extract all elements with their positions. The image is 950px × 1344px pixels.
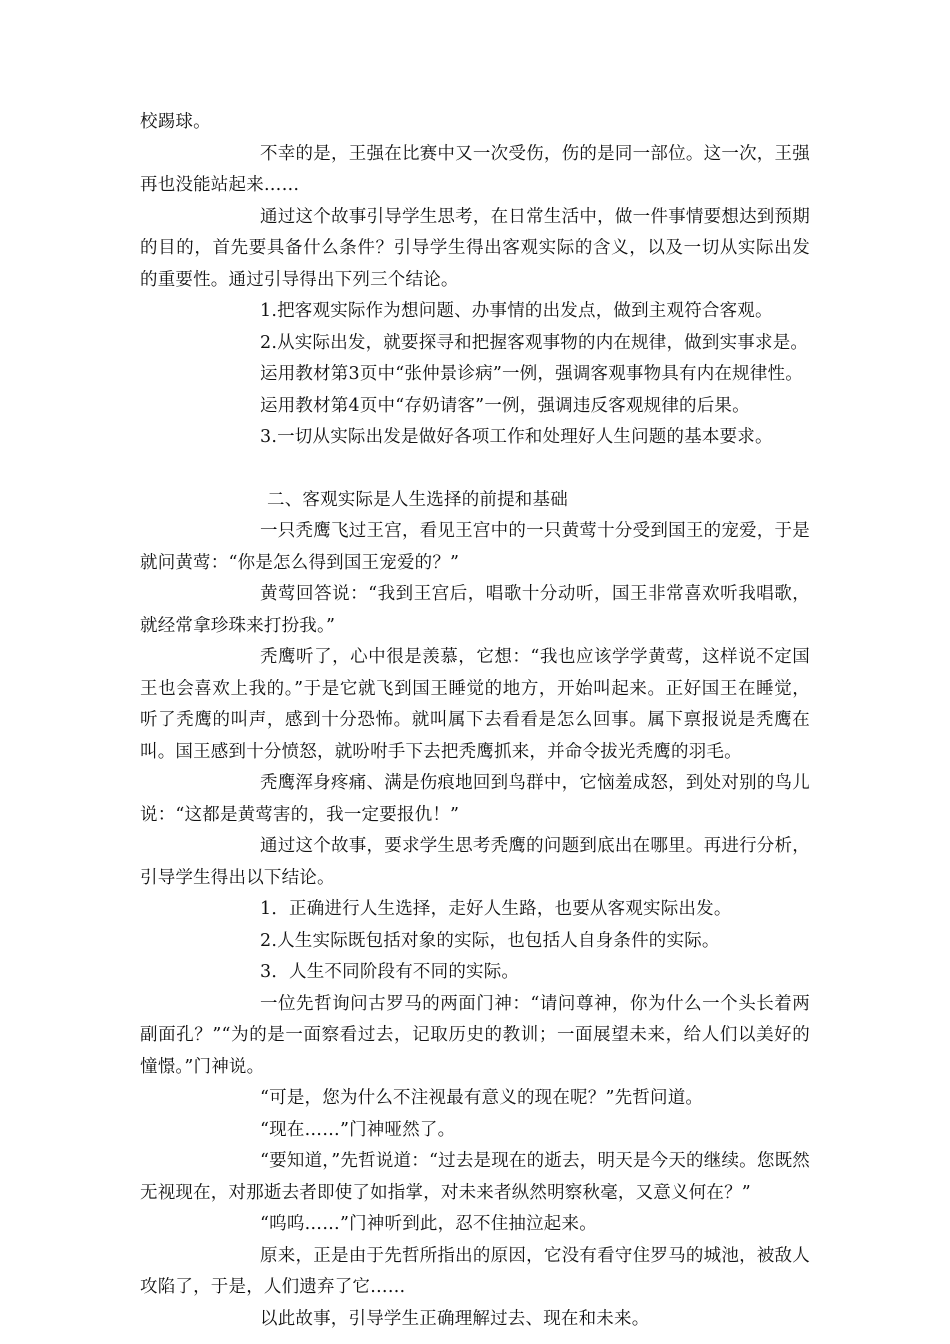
paragraph: 运用教材第4页中“存奶请客”一例，强调违反客观规律的后果。	[260, 395, 750, 416]
paragraph: 秃鹰浑身疼痛、满是伤痕地回到鸟群中，它恼羞成怒，到处对别的鸟儿说：“这都是黄莺害的，我一定要报仇！”	[140, 773, 810, 825]
paragraph: “现在……”门神哑然了。	[260, 1119, 456, 1140]
paragraph: 原来，正是由于先哲所指出的原因，它没有看守住罗马的城池，被敌人攻陷了，于是，人们遗弃了它……	[140, 1245, 810, 1297]
paragraph: 通过这个故事引导学生思考，在日常生活中，做一件事情要想达到预期的目的，首先要具备什么条件？引导学生得出客观实际的含义，以及一切从实际出发的重要性。通过引导得出下列三个结论。	[140, 206, 810, 290]
conclusion-item-2: 2.人生实际既包括对象的实际，也包括人自身条件的实际。	[260, 930, 720, 951]
paragraph: 秃鹰听了，心中很是羡慕，它想：“我也应该学学黄莺，这样说不定国王也会喜欢上我的。”于是它就飞到国王睡觉的地方，开始叫起来。正好国王在睡觉，听了秃鹰的叫声，感到十分恐怖。就叫属下去看看是怎么回事。属下禀报说是秃鹰在叫。国王感到十分愤怒，就吩咐手下去把秃鹰抓来，并命令拔光秃鹰的羽毛。	[140, 647, 810, 762]
conclusion-item-3: 3.一切从实际出发是做好各项工作和处理好人生问题的基本要求。	[260, 427, 773, 447]
paragraph: 一位先哲询问古罗马的两面门神：“请问尊神，你为什么一个头长着两副面孔？”“为的是一面察看过去，记取历史的教训；一面展望未来，给人们以美好的憧憬。”门神说。	[140, 993, 810, 1077]
paragraph: “要知道，”先哲说道：“过去是现在的逝去，明天是今天的继续。您既然无视现在，对那逝去者即使了如指掌，对未来者纵然明察秋毫，又意义何在？”	[140, 1151, 810, 1203]
conclusion-item-1: 1．正确进行人生选择，走好人生路，也要从客观实际出发。	[260, 899, 732, 919]
conclusion-item-2: 2.从实际出发，就要探寻和把握客观事物的内在规律，做到实事求是。	[260, 332, 809, 353]
paragraph: “呜呜……”门神听到此，忍不住抽泣起来。	[260, 1214, 597, 1234]
paragraph: 黄莺回答说：“我到王宫后，唱歌十分动听，国王非常喜欢听我唱歌，就经常拿珍珠来打扮我。”	[140, 584, 810, 636]
paragraph: 通过这个故事，要求学生思考秃鹰的问题到底出在哪里。再进行分析，引导学生得出以下结论。	[140, 836, 810, 888]
paragraph: 不幸的是，王强在比赛中又一次受伤，伤的是同一部位。这一次，王强再也没能站起来……	[140, 143, 810, 195]
paragraph: 校踢球。	[140, 112, 211, 132]
paragraph: “可是，您为什么不注视最有意义的现在呢？”先哲问道。	[260, 1088, 704, 1108]
document-body	[140, 107, 810, 1335]
section-spacer	[140, 454, 810, 485]
conclusion-item-3: 3．人生不同阶段有不同的实际。	[260, 962, 520, 982]
conclusion-item-1: 1.把客观实际作为想问题、办事情的出发点，做到主观符合客观。	[260, 301, 773, 321]
section-heading: 二、客观实际是人生选择的前提和基础	[267, 489, 568, 510]
paragraph: 运用教材第3页中“张仲景诊病”一例，强调客观事物具有内在规律性。	[260, 364, 803, 384]
paragraph: 以此故事，引导学生正确理解过去、现在和未来。	[260, 1308, 650, 1329]
paragraph: 一只秃鹰飞过王宫，看见王宫中的一只黄莺十分受到国王的宠爱，于是就问黄莺：“你是怎么得到国王宠爱的？”	[140, 521, 810, 573]
